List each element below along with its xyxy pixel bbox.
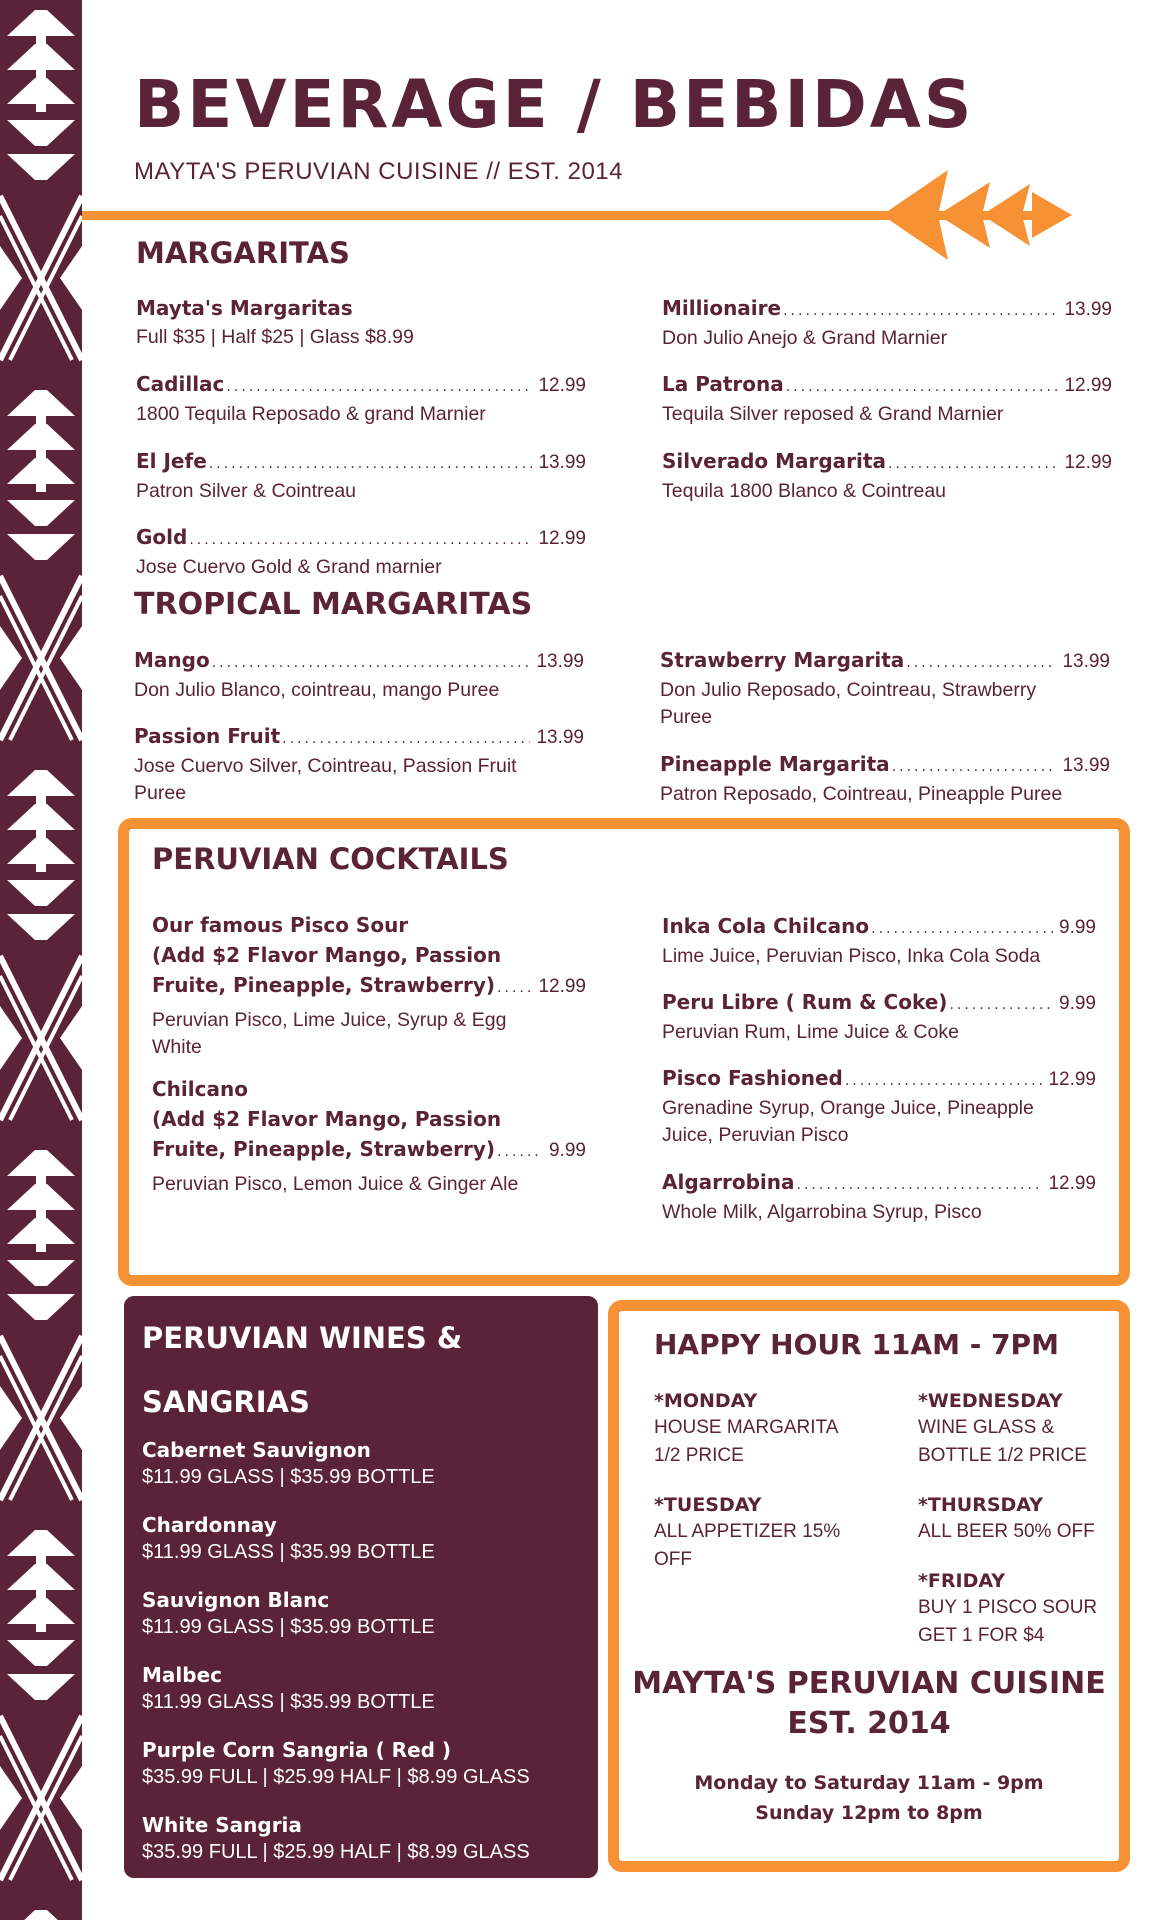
item-price: 13.99: [536, 727, 584, 748]
deal-line: 1/2 PRICE: [654, 1445, 744, 1466]
item-desc: Lime Juice, Peruvian Pisco, Inka Cola Soda: [662, 945, 1041, 967]
menu-item-passion-fruit: [134, 724, 584, 807]
item-desc: Tequila Silver reposed & Grand Marnier: [662, 403, 1004, 425]
happy-hour-monday: [654, 1390, 894, 1470]
menu-item-la-patrona: [662, 372, 1112, 428]
item-name: Cadillac: [136, 372, 225, 396]
item-desc: Patron Silver & Cointreau: [136, 480, 357, 502]
deal-line: ALL APPETIZER 15%: [654, 1521, 841, 1542]
happy-hour-day: *WEDNESDAY: [918, 1390, 1063, 1412]
brand-name: MAYTA'S PERUVIAN CUISINE: [632, 1666, 1106, 1701]
happy-hour-wednesday: [918, 1390, 1118, 1470]
item-price: 12.99: [538, 375, 586, 396]
item-price: 9.99: [1059, 917, 1096, 938]
item-name: Mango: [134, 648, 210, 672]
page-subtitle: MAYTA'S PERUVIAN CUISINE // EST. 2014: [134, 158, 623, 185]
deal-line: BUY 1 PISCO SOUR: [918, 1597, 1098, 1618]
item-desc: Peruvian Rum, Lime Juice & Coke: [662, 1021, 959, 1043]
item-name: Passion Fruit: [134, 724, 281, 748]
happy-hour-deal: ALL BEER 50% OFF: [918, 1521, 1095, 1542]
happy-hour-tuesday: [654, 1494, 894, 1574]
item-name-line: Fruite, Pineapple, Strawberry): [152, 973, 496, 997]
item-desc: Don Julio Anejo & Grand Marnier: [662, 327, 948, 349]
deal-line: HOUSE MARGARITA: [654, 1417, 839, 1438]
item-price: 13.99: [536, 651, 584, 672]
item-desc: Grenadine Syrup, Orange Juice, Pineapple Juice, Peruvian Pisco: [662, 1097, 1034, 1146]
item-price: 13.99: [1062, 755, 1110, 776]
section-heading-line: SANGRIAS: [142, 1385, 310, 1419]
menu-item-pineapple-margarita: [660, 752, 1110, 808]
item-price: 9.99: [549, 1140, 586, 1161]
deal-line: WINE GLASS &: [918, 1417, 1055, 1438]
item-name-line: (Add $2 Flavor Mango, Passion: [152, 943, 502, 967]
item-desc: Don Julio Blanco, cointreau, mango Puree: [134, 679, 500, 701]
item-name: Pisco Fashioned: [662, 1066, 843, 1090]
item-desc: Don Julio Reposado, Cointreau, Strawberry Puree: [660, 679, 1037, 728]
wine-item-chardonnay: [142, 1513, 435, 1564]
item-name: Mayta's Margaritas: [136, 296, 353, 320]
hours-line: Sunday 12pm to 8pm: [755, 1802, 983, 1824]
item-name: Inka Cola Chilcano: [662, 914, 870, 938]
item-price: $11.99 GLASS | $35.99 BOTTLE: [142, 1466, 435, 1488]
happy-hour-deal: [918, 1594, 1118, 1650]
item-price: 12.99: [1048, 1173, 1096, 1194]
wine-item-sauvignon-blanc: [142, 1588, 435, 1639]
happy-hour-day: *TUESDAY: [654, 1494, 762, 1516]
item-desc: Whole Milk, Algarrobina Syrup, Pisco: [662, 1201, 982, 1223]
menu-item-silverado-margarita: [662, 449, 1112, 505]
hours-line: Monday to Saturday 11am - 9pm: [694, 1772, 1044, 1794]
item-price: 12.99: [538, 976, 586, 997]
section-heading-margaritas: MARGARITAS: [136, 236, 350, 270]
happy-hour-deal: [654, 1518, 894, 1574]
item-price: 12.99: [1064, 452, 1112, 473]
happy-hour-heading: HAPPY HOUR 11AM - 7PM: [654, 1328, 1059, 1361]
item-name: Millionaire: [662, 296, 782, 320]
side-tribal-pattern: [0, 0, 82, 1920]
item-name-line: (Add $2 Flavor Mango, Passion: [152, 1107, 502, 1131]
brand-est: EST. 2014: [787, 1706, 951, 1741]
item-desc: Tequila 1800 Blanco & Cointreau: [662, 480, 947, 502]
happy-hour-thursday: [918, 1494, 1118, 1546]
page-title: BEVERAGE / BEBIDAS: [134, 66, 975, 143]
menu-item-gold: [136, 525, 586, 581]
menu-item-peru-libre: [662, 990, 1096, 1046]
item-price: $35.99 FULL | $25.99 HALF | $8.99 GLASS: [142, 1841, 530, 1863]
wines-box: [124, 1296, 598, 1878]
item-desc: Jose Cuervo Silver, Cointreau, Passion Fruit Puree: [134, 755, 517, 804]
item-name: El Jefe: [136, 449, 207, 473]
wine-item-malbec: [142, 1663, 435, 1714]
menu-item-pisco-sour: [152, 910, 586, 1061]
happy-hour-day: *THURSDAY: [918, 1494, 1043, 1516]
menu-item-inka-cola-chilcano: [662, 914, 1096, 970]
item-name: Gold: [136, 525, 188, 549]
deal-line: OFF: [654, 1549, 692, 1570]
item-price: 13.99: [1062, 651, 1110, 672]
section-heading-line: PERUVIAN WINES &: [142, 1321, 463, 1355]
happy-hour-deal: [654, 1414, 894, 1470]
item-name: Silverado Margarita: [662, 449, 886, 473]
happy-hour-day: *MONDAY: [654, 1390, 758, 1412]
menu-item-strawberry-margarita: [660, 648, 1110, 731]
item-name: Pineapple Margarita: [660, 752, 890, 776]
happy-hour-deal: [918, 1414, 1118, 1470]
item-name: Algarrobina: [662, 1170, 795, 1194]
item-price: $11.99 GLASS | $35.99 BOTTLE: [142, 1616, 435, 1638]
item-name: Strawberry Margarita: [660, 648, 905, 672]
menu-item-el-jefe: [136, 449, 586, 505]
wine-item-purple-corn-sangria: [142, 1738, 530, 1789]
item-price: $11.99 GLASS | $35.99 BOTTLE: [142, 1691, 435, 1713]
item-price: $11.99 GLASS | $35.99 BOTTLE: [142, 1541, 435, 1563]
deal-line: BOTTLE 1/2 PRICE: [918, 1445, 1087, 1466]
deal-line: GET 1 FOR $4: [918, 1625, 1045, 1646]
item-desc: Peruvian Pisco, Lemon Juice & Ginger Ale: [152, 1173, 519, 1195]
item-desc: 1800 Tequila Reposado & grand Marnier: [136, 403, 486, 425]
wine-item-white-sangria: [142, 1813, 530, 1864]
item-desc: Full $35 | Half $25 | Glass $8.99: [136, 326, 414, 348]
item-price: $35.99 FULL | $25.99 HALF | $8.99 GLASS: [142, 1766, 530, 1788]
happy-hour-friday: [918, 1570, 1118, 1650]
item-name: Malbec: [142, 1663, 222, 1687]
wine-item-cabernet: [142, 1438, 435, 1489]
menu-item-chilcano: [152, 1074, 586, 1198]
section-heading-tropical: TROPICAL MARGARITAS: [134, 587, 533, 622]
menu-item-pisco-fashioned: [662, 1066, 1096, 1149]
item-desc: Jose Cuervo Gold & Grand marnier: [136, 556, 442, 578]
item-price: 13.99: [1064, 299, 1112, 320]
item-price: 12.99: [1048, 1069, 1096, 1090]
menu-item-algarrobina: [662, 1170, 1096, 1226]
menu-item-millionaire: [662, 296, 1112, 352]
item-name-line: Our famous Pisco Sour: [152, 913, 409, 937]
section-heading-wines: [142, 1306, 462, 1434]
menu-item-maytas-margaritas: [136, 296, 586, 351]
item-price: 12.99: [1064, 375, 1112, 396]
item-price: 13.99: [538, 452, 586, 473]
happy-hour-day: *FRIDAY: [918, 1570, 1006, 1592]
item-name: Peru Libre ( Rum & Coke): [662, 990, 948, 1014]
item-name-line: Fruite, Pineapple, Strawberry): [152, 1137, 496, 1161]
item-name: Chardonnay: [142, 1513, 277, 1537]
item-name: Sauvignon Blanc: [142, 1588, 330, 1612]
item-price: 9.99: [1059, 993, 1096, 1014]
happy-hour-brand: [619, 1664, 1119, 1744]
item-name: La Patrona: [662, 372, 784, 396]
menu-item-mango: [134, 648, 584, 704]
menu-item-cadillac: [136, 372, 586, 428]
section-heading-cocktails: PERUVIAN COCKTAILS: [152, 842, 509, 876]
item-name: Purple Corn Sangria ( Red ): [142, 1738, 452, 1762]
opening-hours: [619, 1768, 1119, 1828]
item-name: White Sangria: [142, 1813, 302, 1837]
item-price: 12.99: [538, 528, 586, 549]
item-name: Cabernet Sauvignon: [142, 1438, 371, 1462]
item-desc: Peruvian Pisco, Lime Juice, Syrup & Egg White: [152, 1009, 507, 1058]
item-name-line: Chilcano: [152, 1077, 248, 1101]
item-desc: Patron Reposado, Cointreau, Pineapple Puree: [660, 783, 1063, 805]
